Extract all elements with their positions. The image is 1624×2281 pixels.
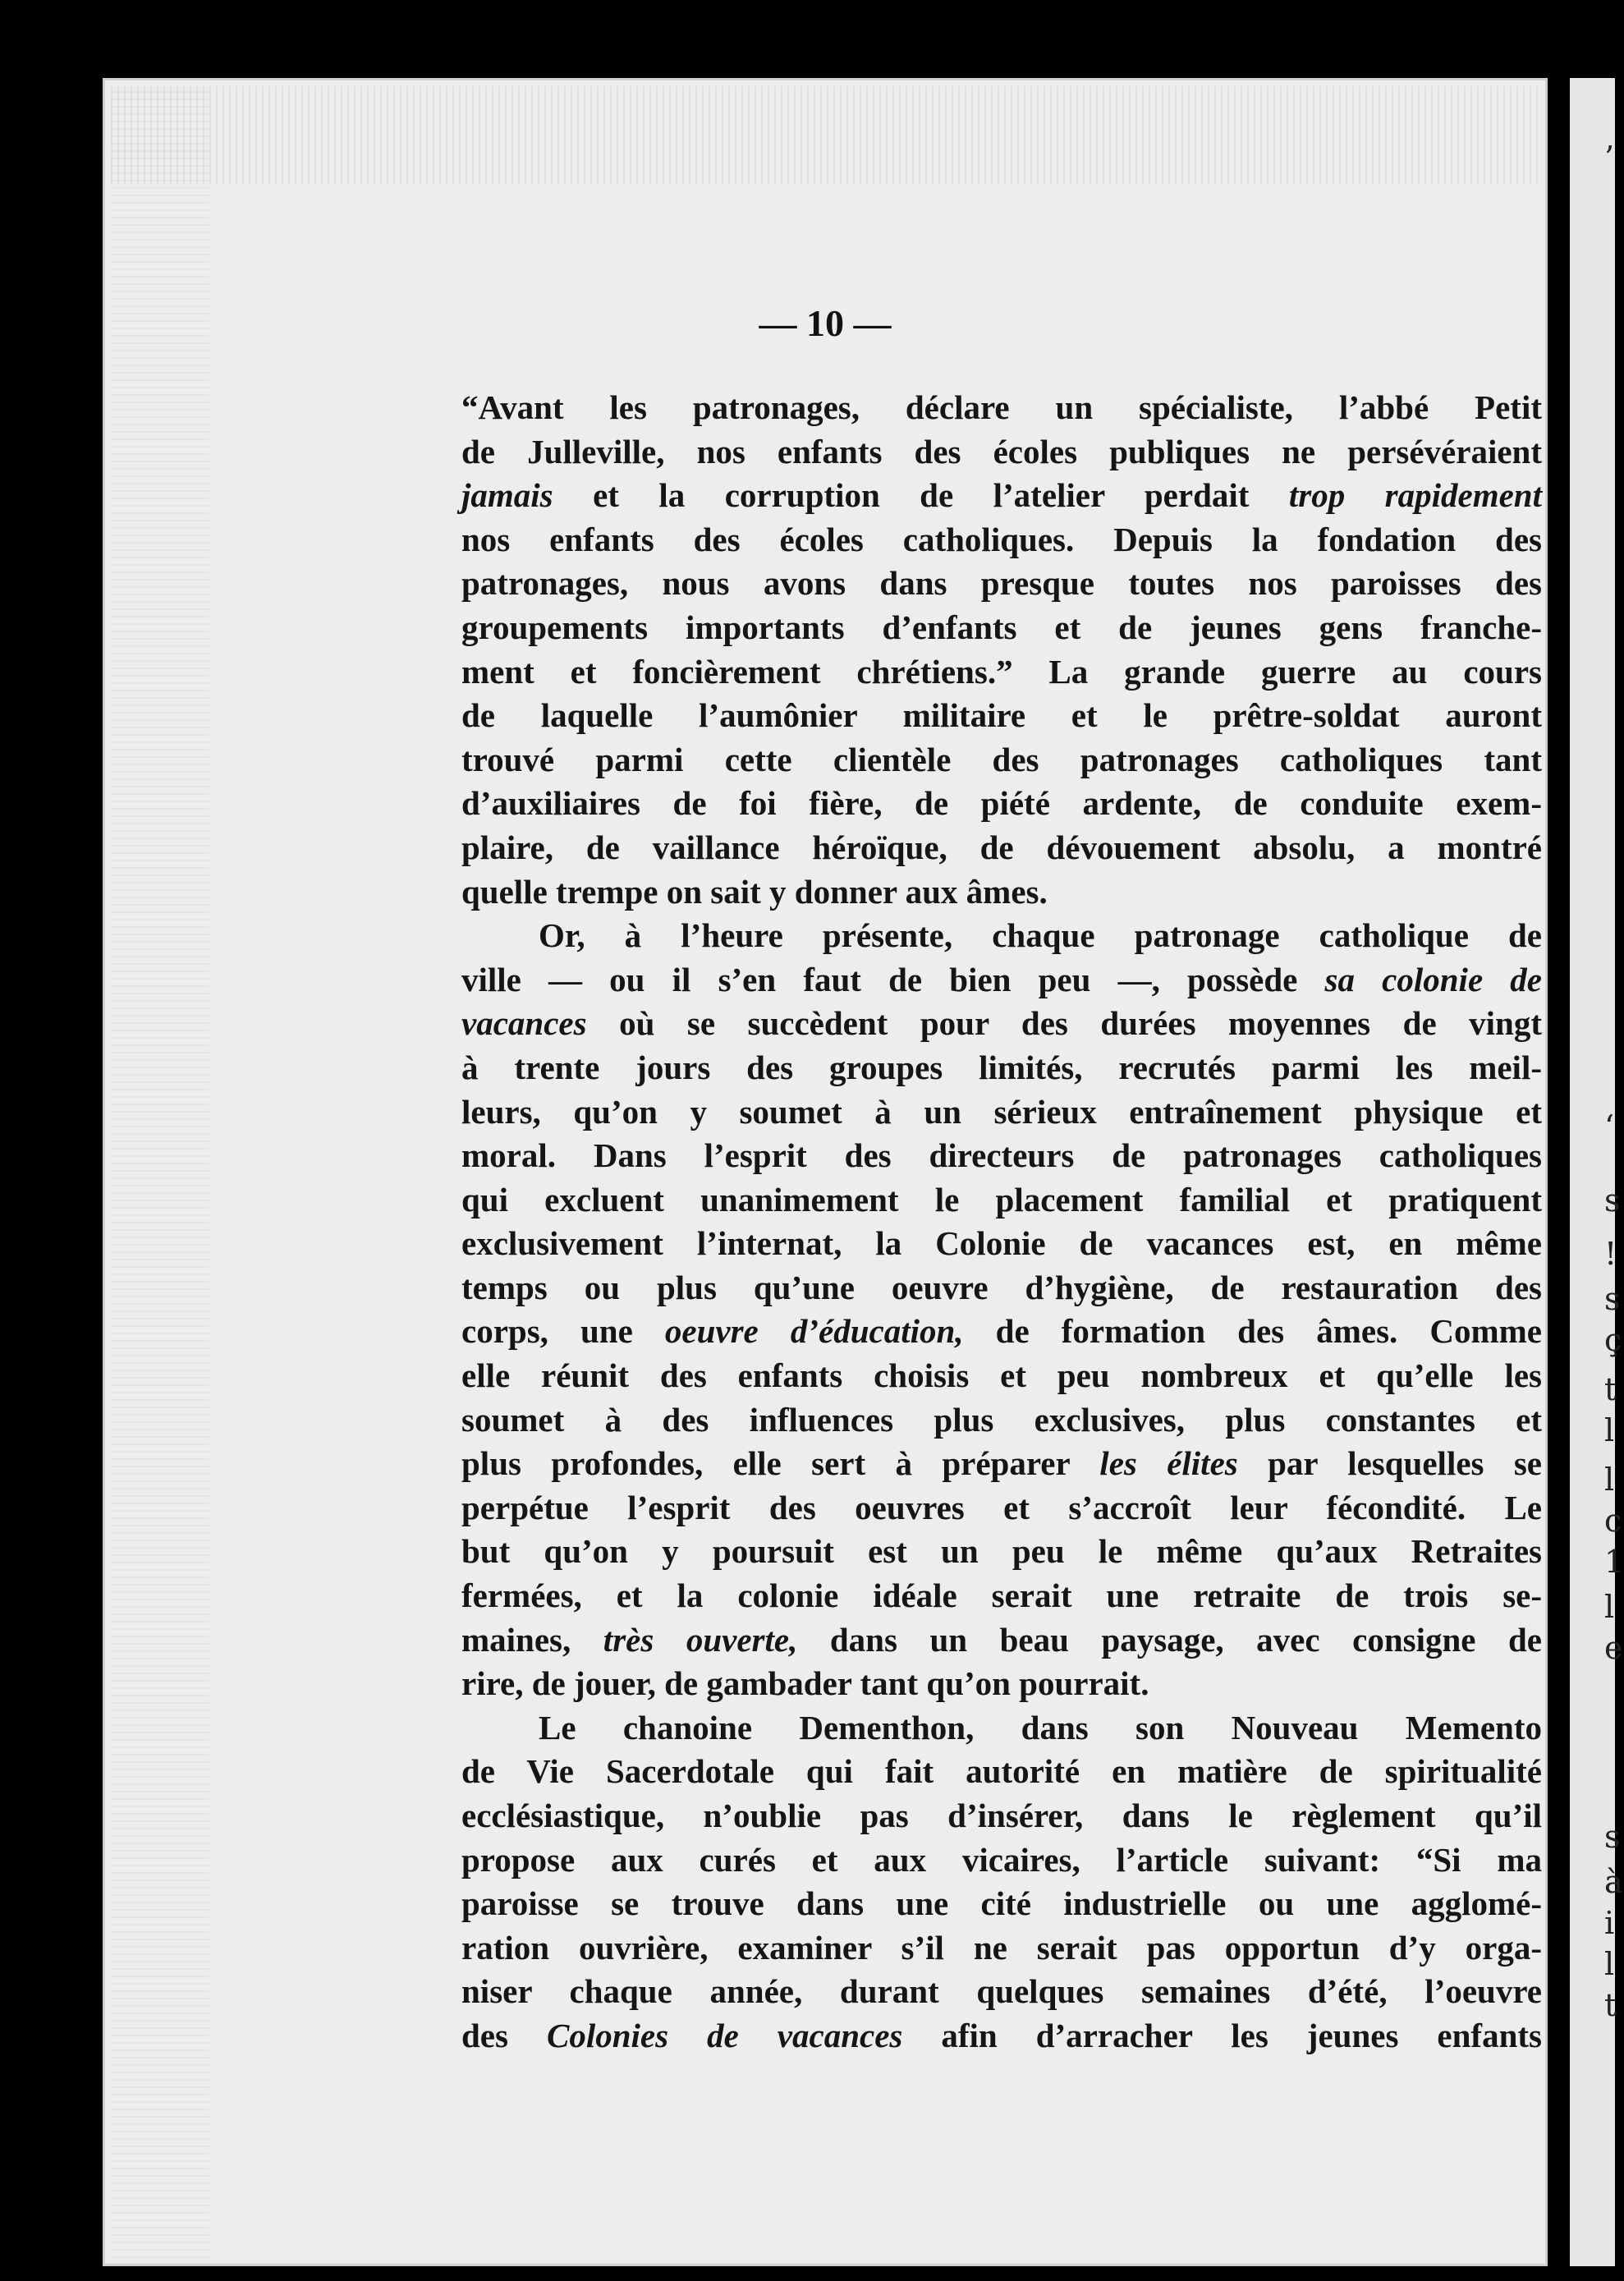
adjacent-page-glyph: s <box>1604 1281 1621 1317</box>
text-line: plaire, de vaillance héroïque, de dévouement absolu, a montré <box>461 828 1542 866</box>
text-line: ration ouvrière, examiner s’il ne serait pas opportun d’y orga- <box>461 1928 1542 1967</box>
adjacent-page-glyph: s <box>1604 1819 1621 1855</box>
text-line: vacances où se succèdent pour des durées moyennes de vingt <box>461 1004 1542 1043</box>
text-line: d’auxiliaires de foi fière, de piété ardente, de conduite exem- <box>461 784 1542 823</box>
adjacent-page-glyph: c <box>1604 1503 1622 1539</box>
text-line: niser chaque année, durant quelques semaines d’été, l’oeuvre <box>461 1972 1542 2011</box>
text-line: des Colonies de vacances afin d’arracher les jeunes enfants <box>461 2016 1542 2054</box>
text-line: de Julleville, nos enfants des écoles publiques ne persévéraient <box>461 432 1542 470</box>
body-text <box>461 386 1542 2058</box>
text-line: moral. Dans l’esprit des directeurs de patronages catholiques <box>461 1136 1542 1175</box>
text-line: corps, une oeuvre d’éducation, de formation des âmes. Comme <box>461 1312 1542 1351</box>
paragraph <box>461 1706 1542 2058</box>
text-line: jamais et la corruption de l’atelier perdait trop rapidement <box>461 476 1542 515</box>
text-line: paroisse se trouve dans une cité industrielle ou une agglomé- <box>461 1884 1542 1923</box>
text-line: à trente jours des groupes limités, recrutés parmi les meil- <box>461 1048 1542 1086</box>
adjacent-page-glyph: ‘ <box>1604 1108 1615 1145</box>
adjacent-page-glyph: e <box>1604 1630 1623 1666</box>
adjacent-page-glyph: i <box>1604 1905 1615 1941</box>
text-line: plus profondes, elle sert à préparer les élites par lesquelles se <box>461 1444 1542 1483</box>
adjacent-page-glyph: l <box>1604 1462 1615 1498</box>
adjacent-page-glyph: s <box>1604 1182 1621 1219</box>
text-line: elle réunit des enfants choisis et peu nombreux et qu’elle les <box>461 1356 1542 1395</box>
adjacent-page-glyph: t <box>1604 1371 1617 1407</box>
text-line: ecclésiastique, n’oublie pas d’insérer, dans le règlement qu’il <box>461 1797 1542 1834</box>
text-line: nos enfants des écoles catholiques. Depuis la fondation des <box>461 520 1542 558</box>
page-number: — 10 — <box>759 302 892 344</box>
adjacent-page-glyph: l <box>1604 1412 1615 1448</box>
text-line: propose aux curés et aux vicaires, l’article suivant: “Si ma <box>461 1840 1542 1879</box>
text-line: exclusivement l’internat, la Colonie de vacances est, en même <box>461 1224 1542 1263</box>
text-line: leurs, qu’on y soumet à un sérieux entraînement physique et <box>461 1092 1542 1131</box>
adjacent-page-glyph: ’ <box>1604 140 1615 176</box>
text-line: de laquelle l’aumônier militaire et le prêtre-soldat auront <box>461 696 1542 735</box>
adjacent-page-glyph: l <box>1604 1946 1615 1982</box>
text-line: rire, de jouer, de gambader tant qu’on pourrait. <box>461 1664 1149 1703</box>
text-line: temps ou plus qu’une oeuvre d’hygiène, de restauration des <box>461 1268 1542 1306</box>
paragraph <box>461 386 1542 914</box>
text-line: quelle trempe on sait y donner aux âmes. <box>461 872 1048 911</box>
text-line: qui excluent unanimement le placement familial et pratiquent <box>461 1180 1542 1219</box>
text-line: Or, à l’heure présente, chaque patronage catholique de <box>539 916 1542 955</box>
text-line: de Vie Sacerdotale qui fait autorité en matière de spiritualité <box>461 1752 1542 1791</box>
adjacent-page-glyph: t <box>1604 1987 1617 2023</box>
adjacent-page-glyph: 1 <box>1604 1544 1624 1580</box>
adjacent-page-glyph: ! <box>1604 1236 1617 1272</box>
text-line: maines, très ouverte, dans un beau paysage, avec consigne de <box>461 1620 1542 1659</box>
text-line: patronages, nous avons dans presque toutes nos paroisses des <box>461 564 1542 603</box>
text-line: fermées, et la colonie idéale serait une retraite de trois se- <box>461 1577 1542 1615</box>
adjacent-page-glyph: l <box>1604 1589 1615 1625</box>
scanned-page <box>103 78 1548 2266</box>
paragraph <box>461 914 1542 1706</box>
text-line: soumet à des influences plus exclusives, plus constantes et <box>461 1400 1542 1439</box>
text-line: ment et foncièrement chrétiens.” La grande guerre au cours <box>461 652 1542 691</box>
adjacent-page-glyph: à <box>1604 1864 1623 1900</box>
adjacent-page-glyph: ç <box>1604 1322 1622 1358</box>
text-line: Le chanoine Dementhon, dans son Nouveau Memento <box>539 1708 1542 1746</box>
adjacent-page-edge <box>1570 78 1624 2266</box>
text-line: trouvé parmi cette clientèle des patronages catholiques tant <box>461 740 1542 778</box>
text-line: but qu’on y poursuit est un peu le même qu’aux Retraites <box>461 1532 1542 1571</box>
text-line: perpétue l’esprit des oeuvres et s’accroît leur fécondité. Le <box>461 1488 1542 1526</box>
text-line: “Avant les patronages, déclare un spécialiste, l’abbé Petit <box>461 388 1542 426</box>
text-line: ville — ou il s’en faut de bien peu —, possède sa colonie de <box>461 960 1542 998</box>
text-line: groupements importants d’enfants et de jeunes gens franche- <box>461 608 1542 646</box>
